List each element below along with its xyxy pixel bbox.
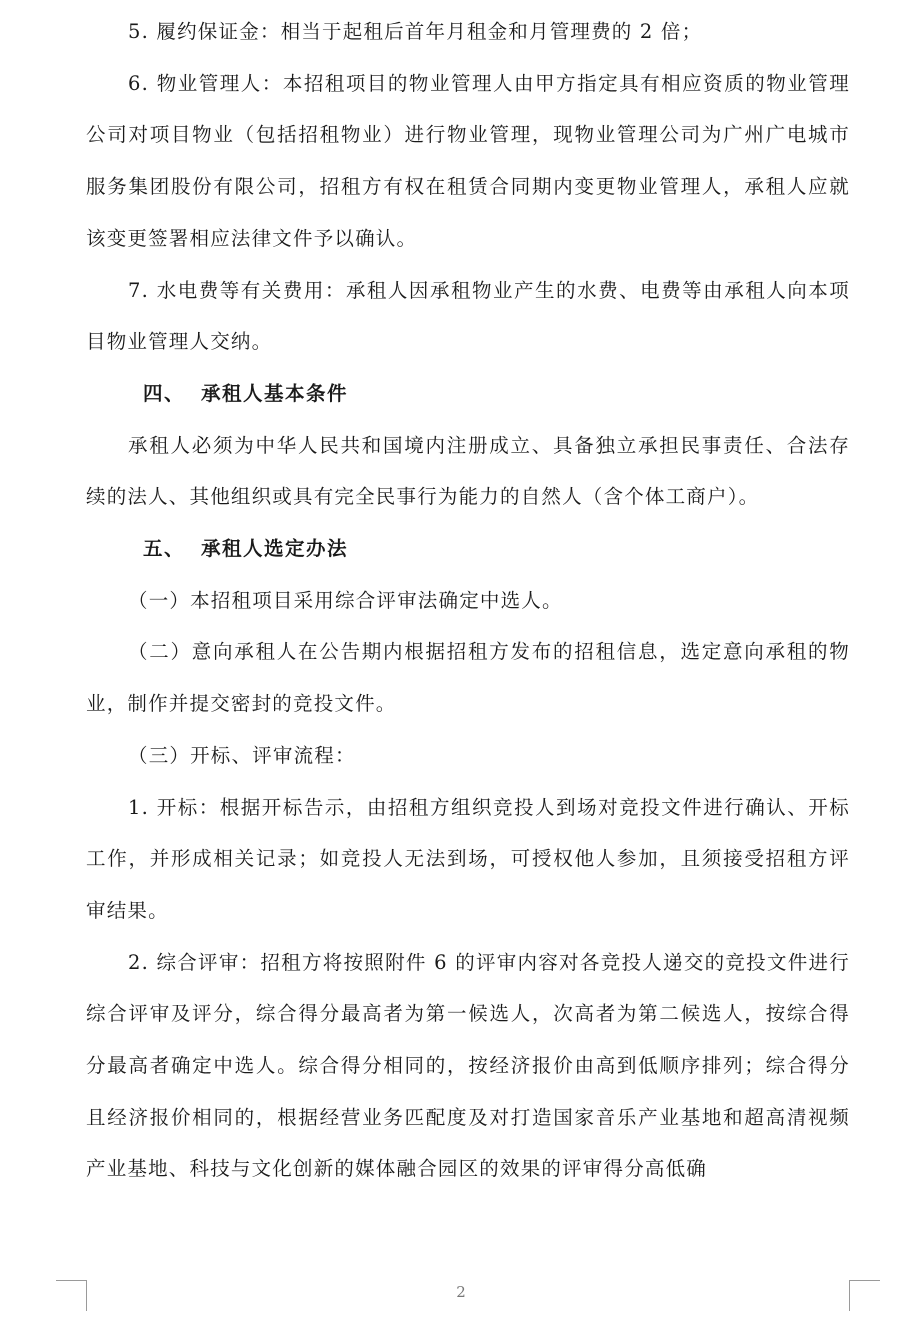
section-heading <box>86 523 850 575</box>
body-paragraph: （二）意向承租人在公告期内根据招租方发布的招租信息，选定意向承租的物业，制作并提交密封的竞投文件。 <box>86 640 850 716</box>
body-paragraph: 5. 履约保证金：相当于起租后首年月租金和月管理费的 2 倍； <box>128 20 703 43</box>
section-title: 承租人基本条件 <box>201 381 349 405</box>
body-paragraph: 2. 综合评审：招租方将按照附件 6 的评审内容对各竞投人递交的竞投文件进行综合评审及评分，综合得分最高者为第一候选人，次高者为第二候选人，按综合得分最高者确定中选人。综合得分相同的，按经济报价由高到低顺序排列；综合得分且经济报价相同的，根据经营业务匹配度及对打造国家音乐产业基地和超高清视频产业基地、科技与文化创新的媒体融合园区的效果的评审得分高低确 <box>86 950 850 1181</box>
document-body <box>86 6 850 1195</box>
body-paragraph: （三）开标、评审流程： <box>128 743 356 767</box>
page-number: 2 <box>456 1283 466 1301</box>
body-paragraph: 6. 物业管理人：本招租项目的物业管理人由甲方指定具有相应资质的物业管理公司对项目物业（包括招租物业）进行物业管理，现物业管理公司为广州广电城市服务集团股份有限公司，招租方有权在租赁合同期内变更物业管理人，承租人应就该变更签署相应法律文件予以确认。 <box>86 71 850 250</box>
body-paragraph: 1. 开标：根据开标告示，由招租方组织竞投人到场对竞投文件进行确认、开标工作，并形成相关记录；如竞投人无法到场，可授权他人参加，且须接受招租方评审结果。 <box>86 795 850 922</box>
section-heading <box>86 368 850 420</box>
section-number: 五、 <box>143 537 186 561</box>
body-paragraph: 承租人必须为中华人民共和国境内注册成立、具备独立承担民事责任、合法存续的法人、其他组织或具有完全民事行为能力的自然人（含个体工商户）。 <box>86 433 850 509</box>
body-paragraph: （一）本招租项目采用综合评审法确定中选人。 <box>128 588 563 612</box>
section-title: 承租人选定办法 <box>201 537 349 561</box>
section-number: 四、 <box>143 381 186 405</box>
body-paragraph: 7. 水电费等有关费用：承租人因承租物业产生的水费、电费等由承租人向本项目物业管理人交纳。 <box>86 278 850 354</box>
